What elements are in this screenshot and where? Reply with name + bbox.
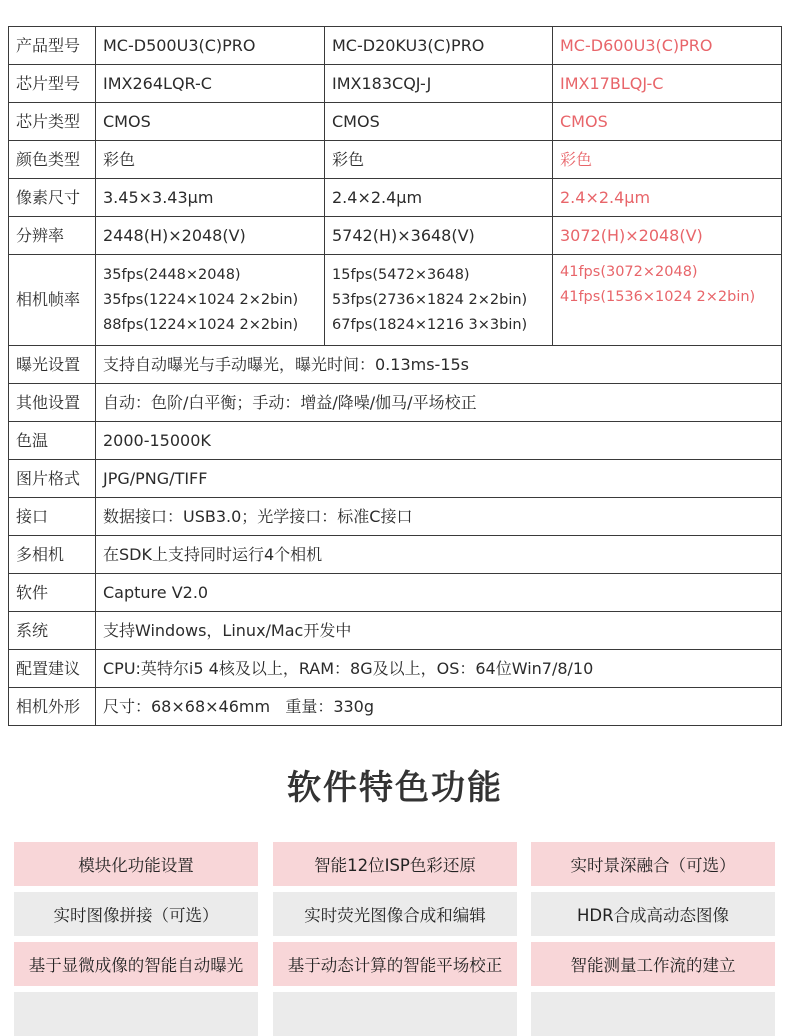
spec-row-frame-rate <box>9 255 782 346</box>
row-value: CPU:英特尔i5 4核及以上，RAM：8G及以上，OS：64位Win7/8/10 <box>96 650 782 688</box>
cell-col1: 2448(H)×2048(V) <box>96 217 325 255</box>
feature-row-partial <box>14 992 258 1036</box>
cell-col1: CMOS <box>96 103 325 141</box>
fps-line: 88fps(1224×1024 2×2bin) <box>103 316 299 333</box>
feature-item: 智能测量工作流的建立 <box>531 942 775 986</box>
row-label: 颜色类型 <box>9 141 96 179</box>
spec-row-color-temp <box>9 422 782 460</box>
cell-col2: IMX183CQJ-J <box>325 65 553 103</box>
spec-row-chip-model <box>9 65 782 103</box>
cell-col3-highlight: IMX17BLQJ-C <box>553 65 782 103</box>
row-value: 尺寸：68×68×46mm 重量：330g <box>96 688 782 726</box>
spec-row-color-type <box>9 141 782 179</box>
spec-row-config <box>9 650 782 688</box>
cell-col3-highlight <box>553 255 782 346</box>
fps-line: 35fps(2448×2048) <box>103 266 241 283</box>
features-title: 软件特色功能 <box>287 768 503 808</box>
row-label: 曝光设置 <box>9 346 96 384</box>
row-label: 像素尺寸 <box>9 179 96 217</box>
spec-row-exposure <box>9 346 782 384</box>
cell-col2: CMOS <box>325 103 553 141</box>
cell-col2: 5742(H)×3648(V) <box>325 217 553 255</box>
feature-item: HDR合成高动态图像 <box>531 892 775 936</box>
spec-row-software <box>9 574 782 612</box>
row-label: 图片格式 <box>9 460 96 498</box>
row-label: 相机外形 <box>9 688 96 726</box>
feature-item: 模块化功能设置 <box>14 842 258 886</box>
row-label: 相机帧率 <box>9 255 96 346</box>
cell-col2: 彩色 <box>325 141 553 179</box>
spec-row-system <box>9 612 782 650</box>
row-label: 分辨率 <box>9 217 96 255</box>
fps-line: 15fps(5472×3648) <box>332 266 470 283</box>
cell-col3-highlight: CMOS <box>553 103 782 141</box>
feature-item: 实时荧光图像合成和编辑 <box>273 892 517 936</box>
cell-col1 <box>96 255 325 346</box>
row-value: 数据接口：USB3.0；光学接口：标准C接口 <box>96 498 782 536</box>
row-label: 接口 <box>9 498 96 536</box>
row-label: 芯片型号 <box>9 65 96 103</box>
cell-col3-highlight: 2.4×2.4μm <box>553 179 782 217</box>
spec-row-model <box>9 27 782 65</box>
spec-table <box>8 26 782 726</box>
cell-col2 <box>325 255 553 346</box>
cell-col2: 2.4×2.4μm <box>325 179 553 217</box>
row-label: 其他设置 <box>9 384 96 422</box>
fps-line: 53fps(2736×1824 2×2bin) <box>332 291 528 308</box>
cell-col3-highlight: 彩色 <box>553 141 782 179</box>
cell-col1: MC-D500U3(C)PRO <box>96 27 325 65</box>
row-label: 软件 <box>9 574 96 612</box>
row-value: 支持自动曝光与手动曝光，曝光时间：0.13ms-15s <box>96 346 782 384</box>
row-value: Capture V2.0 <box>96 574 782 612</box>
cell-col3-highlight: 3072(H)×2048(V) <box>553 217 782 255</box>
spec-row-chip-type <box>9 103 782 141</box>
cell-col1: IMX264LQR-C <box>96 65 325 103</box>
feature-item: 基于动态计算的智能平场校正 <box>273 942 517 986</box>
feature-item: 智能12位ISP色彩还原 <box>273 842 517 886</box>
spec-row-pixel-size <box>9 179 782 217</box>
row-label: 系统 <box>9 612 96 650</box>
row-label: 多相机 <box>9 536 96 574</box>
fps-line: 35fps(1224×1024 2×2bin) <box>103 291 299 308</box>
row-label: 色温 <box>9 422 96 460</box>
cell-col2: MC-D20KU3(C)PRO <box>325 27 553 65</box>
feature-item: 实时景深融合（可选） <box>531 842 775 886</box>
row-value: 在SDK上支持同时运行4个相机 <box>96 536 782 574</box>
cell-col1: 彩色 <box>96 141 325 179</box>
spec-row-image-format <box>9 460 782 498</box>
row-label: 产品型号 <box>9 27 96 65</box>
spec-row-other-settings <box>9 384 782 422</box>
feature-row-partial <box>531 992 775 1036</box>
row-value: 自动：色阶/白平衡；手动：增益/降噪/伽马/平场校正 <box>96 384 782 422</box>
spec-row-resolution <box>9 217 782 255</box>
row-value: JPG/PNG/TIFF <box>96 460 782 498</box>
spec-row-interface <box>9 498 782 536</box>
row-label: 芯片类型 <box>9 103 96 141</box>
row-value: 2000-15000K <box>96 422 782 460</box>
cell-col3-highlight: MC-D600U3(C)PRO <box>553 27 782 65</box>
fps-line: 41fps(3072×2048) <box>560 264 698 280</box>
cell-col1: 3.45×3.43μm <box>96 179 325 217</box>
row-label: 配置建议 <box>9 650 96 688</box>
feature-item: 实时图像拼接（可选） <box>14 892 258 936</box>
row-value: 支持Windows，Linux/Mac开发中 <box>96 612 782 650</box>
feature-row-partial <box>273 992 517 1036</box>
feature-item: 基于显微成像的智能自动曝光 <box>14 942 258 986</box>
spec-row-multi-camera <box>9 536 782 574</box>
fps-line: 67fps(1824×1216 3×3bin) <box>332 316 528 333</box>
spec-row-appearance <box>9 688 782 726</box>
fps-line: 41fps(1536×1024 2×2bin) <box>560 289 756 305</box>
